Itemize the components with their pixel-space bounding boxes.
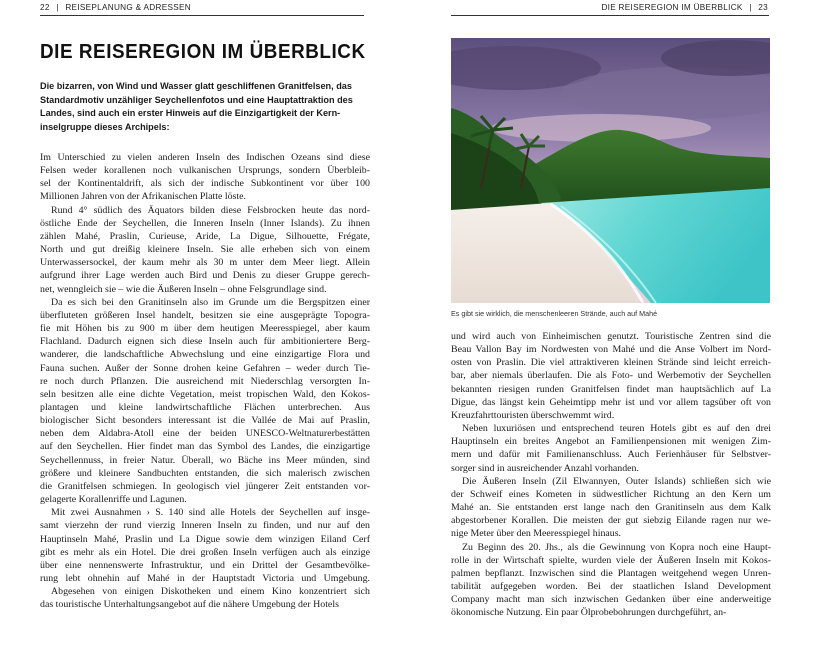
- body-line: überfluteten größeren Insel handelt, besitzen sie eine ausgeprägte Topogra-: [40, 309, 370, 321]
- body-line: Millionen Jahren von der Afrikanischen Platte löste.: [40, 191, 246, 203]
- body-line: zählen Mahé, Praslin, Curieuse, Aride, La Digue, Silhouette, Frégate,: [40, 230, 370, 242]
- lead-line: Die bizarren, von Wind und Wasser glatt geschliffenen Granitfelsen, das: [40, 81, 352, 91]
- left-body-text: [40, 151, 370, 611]
- body-line: re noch durch Pflanzen. Die ausreichend mit Niederschlag versorgten In-: [40, 375, 370, 387]
- body-line: Neben luxuriösen und entsprechend teuren Hotels gibt es auf den drei: [462, 423, 771, 435]
- body-line: größere und kleinere Sandbuchten entstanden, die sich malerisch zwischen: [40, 467, 370, 479]
- body-line: Mahé an. Sie entstanden erst lange nach den Granitinseln aus dem Kalk: [451, 502, 771, 514]
- body-line: Company macht man sich inzwischen Gedanken über eine anderweitige: [451, 594, 771, 606]
- body-line: nige Meter über den Meeresspiegel hinaus.: [451, 528, 622, 540]
- left-running-header: [40, 3, 191, 12]
- left-header-section: REISEPLANUNG & ADRESSEN: [65, 3, 191, 12]
- body-line: osten von Praslin. Die viel attraktiveren kleinen Strände sind leicht erreich-: [451, 357, 771, 369]
- body-line: Da es sich bei den Granitinseln also im Grunde um die Bergspitzen einer: [51, 296, 370, 308]
- body-line: rung lebt ohnehin auf Mahé in der Hauptstadt Victoria und Umgebung.: [40, 573, 370, 584]
- body-line: samt vierzehn der rund vierzig Inneren Inseln zu finden, und nur auf den: [40, 520, 370, 532]
- body-line: Unterwassersockel, der kaum mehr als 30 m unter dem Meer liegt. Allein: [40, 257, 370, 269]
- body-line: fie mit Höhen bis zu 900 m über dem heutigen Meeresspiegel, aber kaum: [40, 323, 370, 335]
- body-line: seln besitzen alle eine dichte Vegetation, meist tropischen Wald, den Kokos-: [40, 388, 370, 400]
- body-line: die Granitfelsen schmiegen. In geologisch viel jüngerer Zeit entstanden vor-: [40, 480, 370, 492]
- lead-line: Standardmotiv unzähliger Seychellenfotos und eine Hauptattraktion des: [40, 94, 353, 105]
- body-line: neben dem Aldabra-Atoll eine der beiden UNESCO-Weltnaturerbestätten: [40, 428, 370, 440]
- lead-line: inselgruppe dieses Archipels:: [40, 121, 170, 132]
- body-line: aufgrund ihrer Lage werden auch Bird und Denis zu dieser Gruppe gerech-: [40, 270, 370, 282]
- body-line: und wird auch von Einheimischen genutzt. Touristische Zentren sind die: [451, 331, 771, 342]
- body-line: rolle in der Wirtschaft spielte, wurden viele der Äußeren Inseln mit Kokos-: [451, 554, 771, 566]
- body-line: auf den Seychellen. Hier findet man das Symbol des Landes, die einzigartige: [40, 441, 370, 453]
- body-line: Mit zwei Ausnahmen › S. 140 sind alle Hotels der Seychellen auf insge-: [51, 507, 370, 519]
- body-line: wanderer, die landschaftliche Abwechslung und eine einzigartige Flora und: [40, 349, 370, 361]
- body-line: North und gut dreißig kleinere Inseln. Sie alle erheben sich von einem: [40, 244, 370, 256]
- right-page: [438, 0, 819, 655]
- body-line: ökonomische Nutzung. Ein paar Ölprobebohrungen durchgeführt, an-: [451, 607, 727, 619]
- left-page: [0, 0, 404, 655]
- right-body-text: [451, 330, 771, 619]
- right-running-header: [601, 3, 768, 12]
- body-line: Felsen weder korallenen noch vulkanischen Ursprungs, sondern Überbleib-: [40, 165, 370, 177]
- body-line: sorger sind in ausreichender Anzahl vorhanden.: [451, 462, 639, 474]
- body-line: das touristische Unterhaltungsangebot auf die nähere Umgebung der Hotels: [40, 599, 339, 611]
- body-line: Flachland. Dadurch eignen sich diese Inseln auch für ambitioniertere Berg-: [40, 336, 370, 348]
- right-header-rule: [451, 15, 769, 16]
- body-line: Seychellennuss, in freier Natur. Überall, wo Bäche ins Meer münden, sind: [40, 454, 370, 466]
- left-header-rule: [40, 15, 364, 16]
- beach-photo: [451, 38, 770, 303]
- body-line: Beau Vallon Bay im Nordwesten von Mahé und die Anse Volbert im Nord-: [451, 344, 771, 356]
- body-line: östliche Ende der Seychellen, die Inneren Inseln (Inner Islands). Zu ihnen: [40, 217, 370, 229]
- body-line: Hauptinseln ein breites Angebot an Familienpensionen mit wenigen Zim-: [451, 436, 771, 448]
- body-line: Abgesehen von einigen Diskotheken und einem Kino konzentriert sich: [51, 586, 370, 598]
- page-title: DIE REISEREGION IM ÜBERBLICK: [40, 40, 366, 63]
- body-line: bekannten riesigen runden Granitfelsen findet man hauptsächlich auf La: [451, 383, 771, 395]
- body-line: Im Unterschied zu vielen anderen Inseln des Indischen Ozeans sind diese: [40, 152, 370, 163]
- lead-line: Landes, sind auch ein erster Hinweis auf die Einzigartigkeit der Kern-: [40, 108, 341, 119]
- body-line: mern und dafür mit Familienanschluss. Auch Ferienhäuser für Selbstver-: [451, 449, 771, 461]
- body-line: Hauptinseln Mahé, Praslin und La Digue sowie dem winzigen Eiland Cerf: [40, 533, 370, 545]
- right-page-number: 23: [758, 3, 768, 12]
- body-line: abgestorbener Korallen. Die meisten der gut siebzig Eilande ragen nur we-: [451, 515, 771, 527]
- body-line: gibt es mehr als ein Hotel. Die drei großen Inseln verfügen auch als einzige: [40, 546, 370, 558]
- body-line: Zu Beginn des 20. Jhs., als die Gewinnung von Kopra noch eine Haupt-: [462, 541, 771, 553]
- body-line: über eine nennenswerte Infrastruktur, und ein Drittel der Gesamtbevölke-: [40, 559, 370, 571]
- photo-caption: Es gibt sie wirklich, die menschenleeren Strände, auch auf Mahé: [451, 309, 658, 318]
- right-header-separator: |: [749, 3, 752, 12]
- body-line: tabilität aufgegeben worden. Bei der staatlichen Island Development: [451, 580, 771, 592]
- body-line: plantagen und kleine landwirtschaftliche Flächen unterbrechen. Aus: [40, 401, 370, 413]
- lead-paragraph: [40, 80, 370, 134]
- body-line: biologischer Sicht besonders interessant ist die Vallée de Mai auf Praslin,: [40, 415, 370, 427]
- left-page-number: 22: [40, 3, 50, 12]
- body-line: palmen bepflanzt. Inzwischen sind die Plantagen weitgehend wegen Unren-: [451, 567, 771, 579]
- body-line: gelagerte Korallenriffe und Lagunen.: [40, 494, 187, 506]
- body-line: net, wenngleich sie – wie die Äußeren Inseln – ohne Felsgrundlage sind.: [40, 283, 327, 295]
- right-header-section: DIE REISEREGION IM ÜBERBLICK: [601, 3, 743, 12]
- body-line: der Schweif eines Kometen in südwestlicher Richtung an den Kern um: [451, 488, 771, 500]
- body-line: Rund 4° südlich des Äquators bilden diese Felsbrocken heute das nord-: [51, 204, 370, 216]
- body-line: Fauna suchen. Außer der Sonne drohen keine Gefahren – weder durch Tie-: [40, 362, 370, 374]
- left-header-separator: |: [56, 3, 59, 12]
- body-line: Die Äußeren Inseln (Zil Elwannyen, Outer Islands) schließen sich wie: [462, 475, 771, 487]
- body-line: Kreuzfahrttouristen überschwemmt wird.: [451, 409, 615, 421]
- body-line: bar, aber niemals überlaufen. Die als Foto- und Werbemotiv der Seychellen: [451, 370, 771, 382]
- body-line: Digue, das längst kein Geheimtipp mehr ist und vor allem tagsüber oft von: [451, 396, 771, 408]
- body-line: sel der Kontinentaldrift, als sich der indische Subkontinent vor über 100: [40, 178, 370, 190]
